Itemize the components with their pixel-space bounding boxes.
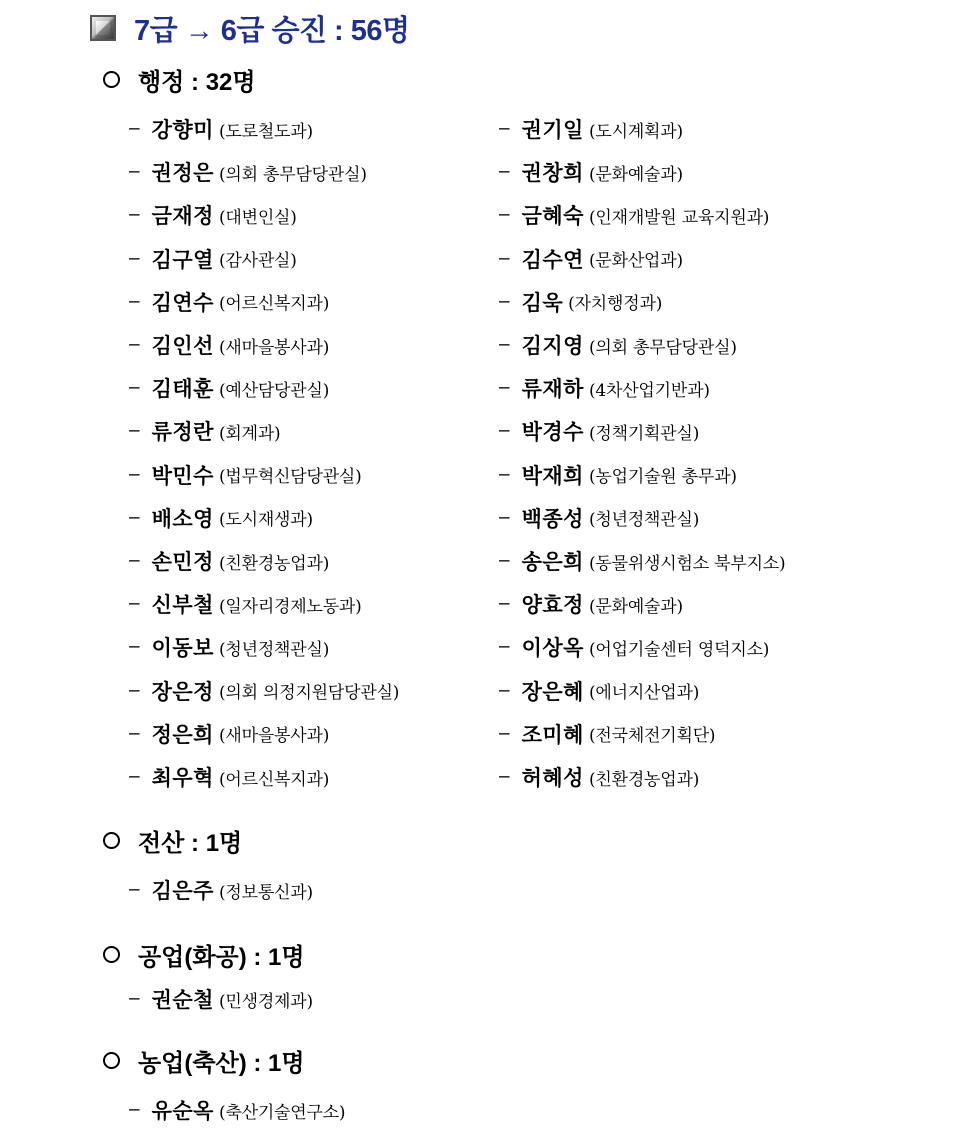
list-item — [129, 157, 367, 187]
dash-bullet-icon: – — [499, 247, 510, 269]
dash-bullet-icon: – — [499, 290, 510, 312]
department: (자치행정과) — [568, 294, 663, 315]
dash-bullet-icon: – — [129, 722, 140, 744]
list-item — [129, 200, 297, 230]
department: (인재개발원 교육지원과) — [588, 207, 770, 228]
department: (축산기술연구소) — [218, 1102, 346, 1123]
dash-bullet-icon: – — [129, 118, 140, 139]
list-item — [129, 244, 297, 274]
person-name: 신부철 — [151, 592, 214, 618]
dash-bullet-icon: – — [499, 420, 510, 442]
person-name: 백종성 — [521, 505, 584, 531]
dash-bullet-icon: – — [129, 1099, 140, 1120]
section-heading — [103, 937, 305, 971]
department: (도로철도과) — [218, 121, 313, 142]
list-item — [499, 114, 683, 144]
list-item — [499, 373, 710, 403]
list-item — [129, 1095, 345, 1125]
list-item — [129, 460, 362, 490]
person-name: 권창희 — [521, 160, 584, 186]
dash-bullet-icon: – — [129, 247, 140, 269]
person-name: 박경수 — [521, 419, 584, 445]
dash-bullet-icon: – — [499, 204, 510, 226]
department: (도시재생과) — [218, 510, 313, 531]
department: (도시계획과) — [588, 121, 683, 142]
list-item — [129, 287, 329, 317]
department: (문화산업과) — [588, 251, 683, 272]
department: (4차산업기반과) — [588, 380, 710, 401]
list-item — [499, 719, 715, 749]
circle-bullet-icon — [103, 1052, 120, 1069]
list-item — [499, 200, 769, 230]
department: (예산담당관실) — [218, 380, 330, 401]
person-name: 김인선 — [151, 333, 214, 358]
person-name: 유순옥 — [151, 1098, 214, 1123]
person-name: 김수연 — [521, 246, 584, 272]
department: (청년정책관실) — [588, 510, 700, 531]
person-name: 정은희 — [151, 721, 214, 747]
dash-bullet-icon: – — [129, 550, 140, 571]
person-name: 손민정 — [151, 549, 214, 574]
department: (의회 의정지원담당관실) — [218, 683, 400, 704]
list-item — [499, 287, 662, 317]
dash-bullet-icon: – — [129, 377, 140, 399]
list-item — [499, 157, 683, 187]
person-name: 허혜성 — [521, 765, 584, 790]
list-item — [129, 503, 313, 533]
list-item — [129, 416, 280, 446]
dash-bullet-icon: – — [129, 463, 140, 485]
list-item — [499, 330, 737, 360]
person-name: 박재희 — [521, 462, 584, 488]
department: (정보통신과) — [218, 882, 313, 903]
list-item — [499, 762, 699, 792]
department: (어르신복지과) — [218, 769, 330, 790]
department: (에너지산업과) — [588, 683, 700, 704]
list-item — [129, 984, 313, 1014]
person-name: 금혜숙 — [521, 203, 584, 229]
department: (친환경농업과) — [588, 769, 700, 790]
dash-bullet-icon: – — [129, 506, 140, 528]
dash-bullet-icon: – — [129, 420, 140, 442]
section-heading — [103, 1043, 305, 1077]
department: (의회 총무담당관실) — [218, 164, 367, 185]
page-title-text: 7급 → 6급 승진 : 56명 — [134, 14, 410, 47]
dash-bullet-icon: – — [499, 636, 510, 658]
department: (동물위생시험소 북부지소) — [588, 553, 786, 574]
department: (어르신복지과) — [218, 294, 330, 315]
dash-bullet-icon: – — [499, 118, 510, 139]
department: (감사관실) — [218, 251, 297, 272]
department: (회계과) — [218, 423, 281, 444]
person-name: 권순철 — [151, 987, 214, 1012]
person-name: 장은정 — [151, 678, 214, 704]
circle-bullet-icon — [103, 946, 120, 963]
list-item — [129, 875, 313, 905]
section-heading-text: 공업(화공) : 1명 — [138, 943, 305, 971]
list-item — [499, 589, 683, 619]
person-name: 장은혜 — [521, 678, 584, 704]
person-name: 송은희 — [521, 549, 584, 574]
dash-bullet-icon: – — [499, 766, 510, 787]
dash-bullet-icon: – — [129, 593, 140, 615]
person-name: 이동보 — [151, 635, 214, 661]
list-item — [499, 416, 699, 446]
list-item — [129, 114, 313, 144]
dash-bullet-icon: – — [129, 204, 140, 226]
square-bullet-icon — [90, 15, 116, 41]
dash-bullet-icon: – — [499, 463, 510, 485]
dash-bullet-icon: – — [499, 334, 510, 355]
list-item — [129, 762, 329, 792]
dash-bullet-icon: – — [499, 722, 510, 744]
department: (대변인실) — [218, 207, 297, 228]
page-title — [90, 8, 410, 48]
person-name: 권기일 — [521, 117, 584, 142]
person-name: 김지영 — [521, 333, 584, 358]
department: (법무혁신담당관실) — [218, 467, 362, 488]
dash-bullet-icon: – — [499, 377, 510, 399]
list-item — [129, 546, 329, 576]
dash-bullet-icon: – — [129, 290, 140, 312]
person-name: 최우혁 — [151, 765, 214, 790]
person-name: 김구열 — [151, 246, 214, 272]
department: (전국체전기획단) — [588, 726, 716, 747]
dash-bullet-icon: – — [129, 679, 140, 701]
person-name: 배소영 — [151, 505, 214, 531]
department: (어업기술센터 영덕지소) — [588, 639, 770, 660]
department: (민생경제과) — [218, 991, 313, 1012]
person-name: 양효정 — [521, 592, 584, 618]
department: (문화예술과) — [588, 164, 683, 185]
list-item — [499, 460, 737, 490]
section-heading — [103, 823, 242, 857]
list-item — [129, 719, 329, 749]
person-name: 금재정 — [151, 203, 214, 229]
list-item — [499, 546, 785, 576]
list-item — [499, 632, 769, 662]
department: (의회 총무담당관실) — [588, 337, 737, 358]
dash-bullet-icon: – — [129, 988, 140, 1009]
department: (정책기획관실) — [588, 423, 700, 444]
dash-bullet-icon: – — [129, 879, 140, 900]
department: (농업기술원 총무과) — [588, 467, 737, 488]
department: (새마을봉사과) — [218, 726, 330, 747]
department: (친환경농업과) — [218, 553, 330, 574]
person-name: 조미혜 — [521, 721, 584, 747]
dash-bullet-icon: – — [129, 161, 140, 183]
department: (새마을봉사과) — [218, 337, 330, 358]
person-name: 김연수 — [151, 289, 214, 315]
person-name: 김태훈 — [151, 376, 214, 402]
dash-bullet-icon: – — [499, 506, 510, 528]
list-item — [129, 330, 329, 360]
dash-bullet-icon: – — [129, 334, 140, 355]
section-heading-text: 행정 : 32명 — [138, 68, 256, 96]
list-item — [129, 373, 329, 403]
circle-bullet-icon — [103, 71, 120, 88]
person-name: 박민수 — [151, 462, 214, 488]
dash-bullet-icon: – — [499, 550, 510, 571]
list-item — [499, 676, 699, 706]
list-item — [499, 244, 683, 274]
list-item — [499, 503, 699, 533]
list-item — [129, 676, 399, 706]
list-item — [129, 589, 362, 619]
person-name: 김욱 — [521, 289, 564, 315]
person-name: 이상옥 — [521, 635, 584, 661]
section-heading-text: 농업(축산) : 1명 — [138, 1049, 305, 1077]
dash-bullet-icon: – — [499, 593, 510, 615]
department: (문화예술과) — [588, 596, 683, 617]
department: (일자리경제노동과) — [218, 596, 362, 617]
section-heading — [103, 62, 256, 96]
dash-bullet-icon: – — [129, 766, 140, 787]
dash-bullet-icon: – — [499, 161, 510, 183]
list-item — [129, 632, 329, 662]
person-name: 류재하 — [521, 376, 584, 402]
department: (청년정책관실) — [218, 639, 330, 660]
person-name: 강향미 — [151, 117, 214, 142]
circle-bullet-icon — [103, 832, 120, 849]
person-name: 김은주 — [151, 878, 214, 903]
person-name: 권정은 — [151, 160, 214, 186]
section-heading-text: 전산 : 1명 — [138, 829, 243, 857]
person-name: 류정란 — [151, 419, 214, 445]
dash-bullet-icon: – — [499, 679, 510, 701]
dash-bullet-icon: – — [129, 636, 140, 658]
